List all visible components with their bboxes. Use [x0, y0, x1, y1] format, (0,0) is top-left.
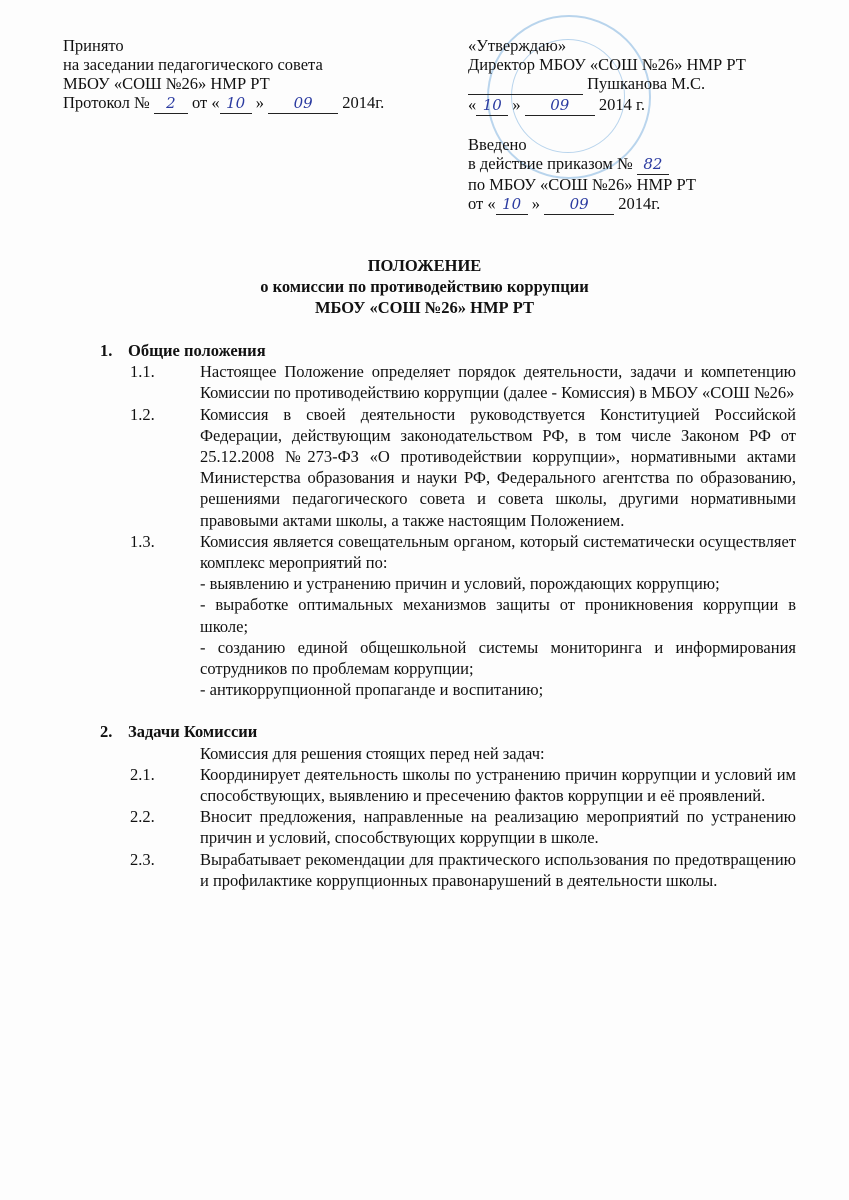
protocol-number: 2 [154, 94, 188, 114]
section-number: 2. [100, 722, 113, 742]
quote-close: » [255, 93, 265, 112]
clause-body [200, 361, 796, 403]
clause-number: 1.1. [130, 362, 155, 382]
protocol-month: 09 [268, 94, 338, 114]
signer-name: Пушканова М.С. [587, 74, 706, 93]
quote-close: » [531, 194, 540, 213]
clause-subitem: - созданию единой общешкольной системы мониторинга и информирования сотрудников по проблемам коррупции; [200, 637, 796, 679]
section-gap [100, 700, 796, 721]
section-heading [100, 721, 796, 742]
clause-text: Вырабатывает рекомендации для практического использования по предотвращению и профилактике коррупционных правонарушений в деятельности школы. [200, 849, 796, 890]
signature [468, 75, 583, 95]
order-prefix: в действие приказом № [468, 154, 633, 173]
clause [100, 806, 796, 848]
director-line: Директор МБОУ «СОШ №26» НМР РТ [468, 55, 746, 74]
clause-number: 2.2. [130, 807, 155, 827]
clause-text: Координирует деятельность школы по устранению причин коррупции и условий им способствующих, выявлению и пресечению фактов коррупции и её проявлений. [200, 764, 796, 806]
order-day: 10 [496, 195, 528, 215]
clause-body [200, 806, 796, 848]
clause-subitem: - антикоррупционной пропаганде и воспитанию; [200, 680, 544, 700]
from-label: от « [468, 194, 496, 213]
council-line: на заседании педагогического совета [63, 55, 323, 74]
approval-month: 09 [525, 96, 595, 116]
order-month: 09 [544, 195, 614, 215]
title-line-1: ПОЛОЖЕНИЕ [367, 256, 482, 275]
order-line [468, 154, 746, 175]
title-line-3: МБОУ «СОШ №26» НМР РТ [314, 298, 535, 317]
clause-text: Комиссия в своей деятельности руководствуется Конституцией Российской Федерации, действующим законодательством РФ, в том числе Законом РФ от 25.12.2008 №273-ФЗ «О противодействии коррупции», нормативными актами Министерства образования и науки РФ, Федерального агентства по образованию, решениями педагогического совета и совета школы, другими нормативными правовыми актами школы, а также настоящим Положением. [200, 404, 796, 530]
document-title [0, 255, 849, 318]
clause-number: 1.3. [130, 531, 155, 551]
protocol-line [63, 93, 384, 114]
clause [100, 404, 796, 531]
clause [100, 361, 796, 403]
clause-number: 1.2. [130, 404, 155, 424]
order-year: 2014г. [618, 194, 661, 213]
clause-number: 2.3. [130, 849, 155, 869]
from-label: от « [192, 93, 220, 112]
clause [100, 849, 796, 891]
clause-subitem: - выработке оптимальных механизмов защиты от проникновения коррупции в школе; [200, 595, 796, 636]
quote-open: « [468, 95, 477, 114]
document-body [100, 340, 796, 891]
clause-body [200, 531, 796, 701]
approval-year: 2014 г. [598, 95, 646, 114]
order-date [468, 194, 746, 215]
clause-body [200, 849, 796, 891]
section-heading [100, 340, 796, 361]
protocol-prefix: Протокол № [63, 93, 150, 112]
title-line-2: о комиссии по противодействию коррупции [260, 277, 589, 296]
order-number: 82 [637, 155, 669, 175]
accepted-block [63, 36, 384, 114]
clause-text: Вносит предложения, направленные на реализацию мероприятий по устранению причин и условий, способствующих коррупции в школе. [200, 807, 796, 848]
protocol-day: 10 [220, 94, 252, 114]
approval-block [468, 36, 746, 215]
clause [100, 531, 796, 701]
clause-text: Комиссия является совещательным органом, который систематически осуществляет комплекс мероприятий по: [200, 531, 796, 573]
clause-body [200, 764, 796, 806]
section-intro: Комиссия для решения стоящих перед ней задач: [200, 743, 545, 763]
clause-subitem: - выявлению и устранению причин и условий, порождающих коррупцию; [200, 574, 720, 594]
clause-number: 2.1. [130, 764, 155, 784]
protocol-year: 2014г. [342, 93, 385, 112]
clause-text: Настоящее Положение определяет порядок деятельности, задачи и компетенцию Комиссии по противодействию коррупции (далее - Комиссия) в МБОУ «СОШ №26» [200, 362, 796, 403]
quote-close: » [512, 95, 521, 114]
introduced-label: Введено [468, 135, 527, 154]
clause [100, 764, 796, 806]
clause-body [200, 404, 796, 531]
section-title: Общие положения [128, 341, 266, 360]
accepted-label: Принято [63, 36, 124, 55]
signature-line [468, 74, 746, 95]
section-number: 1. [100, 341, 113, 360]
section-title: Задачи Комиссии [128, 722, 258, 742]
approval-date [468, 95, 746, 116]
order-school-line: по МБОУ «СОШ №26» НМР РТ [468, 175, 696, 194]
approve-label: «Утверждаю» [468, 36, 567, 55]
school-line: МБОУ «СОШ №26» НМР РТ [63, 74, 270, 93]
approval-day: 10 [476, 96, 508, 116]
